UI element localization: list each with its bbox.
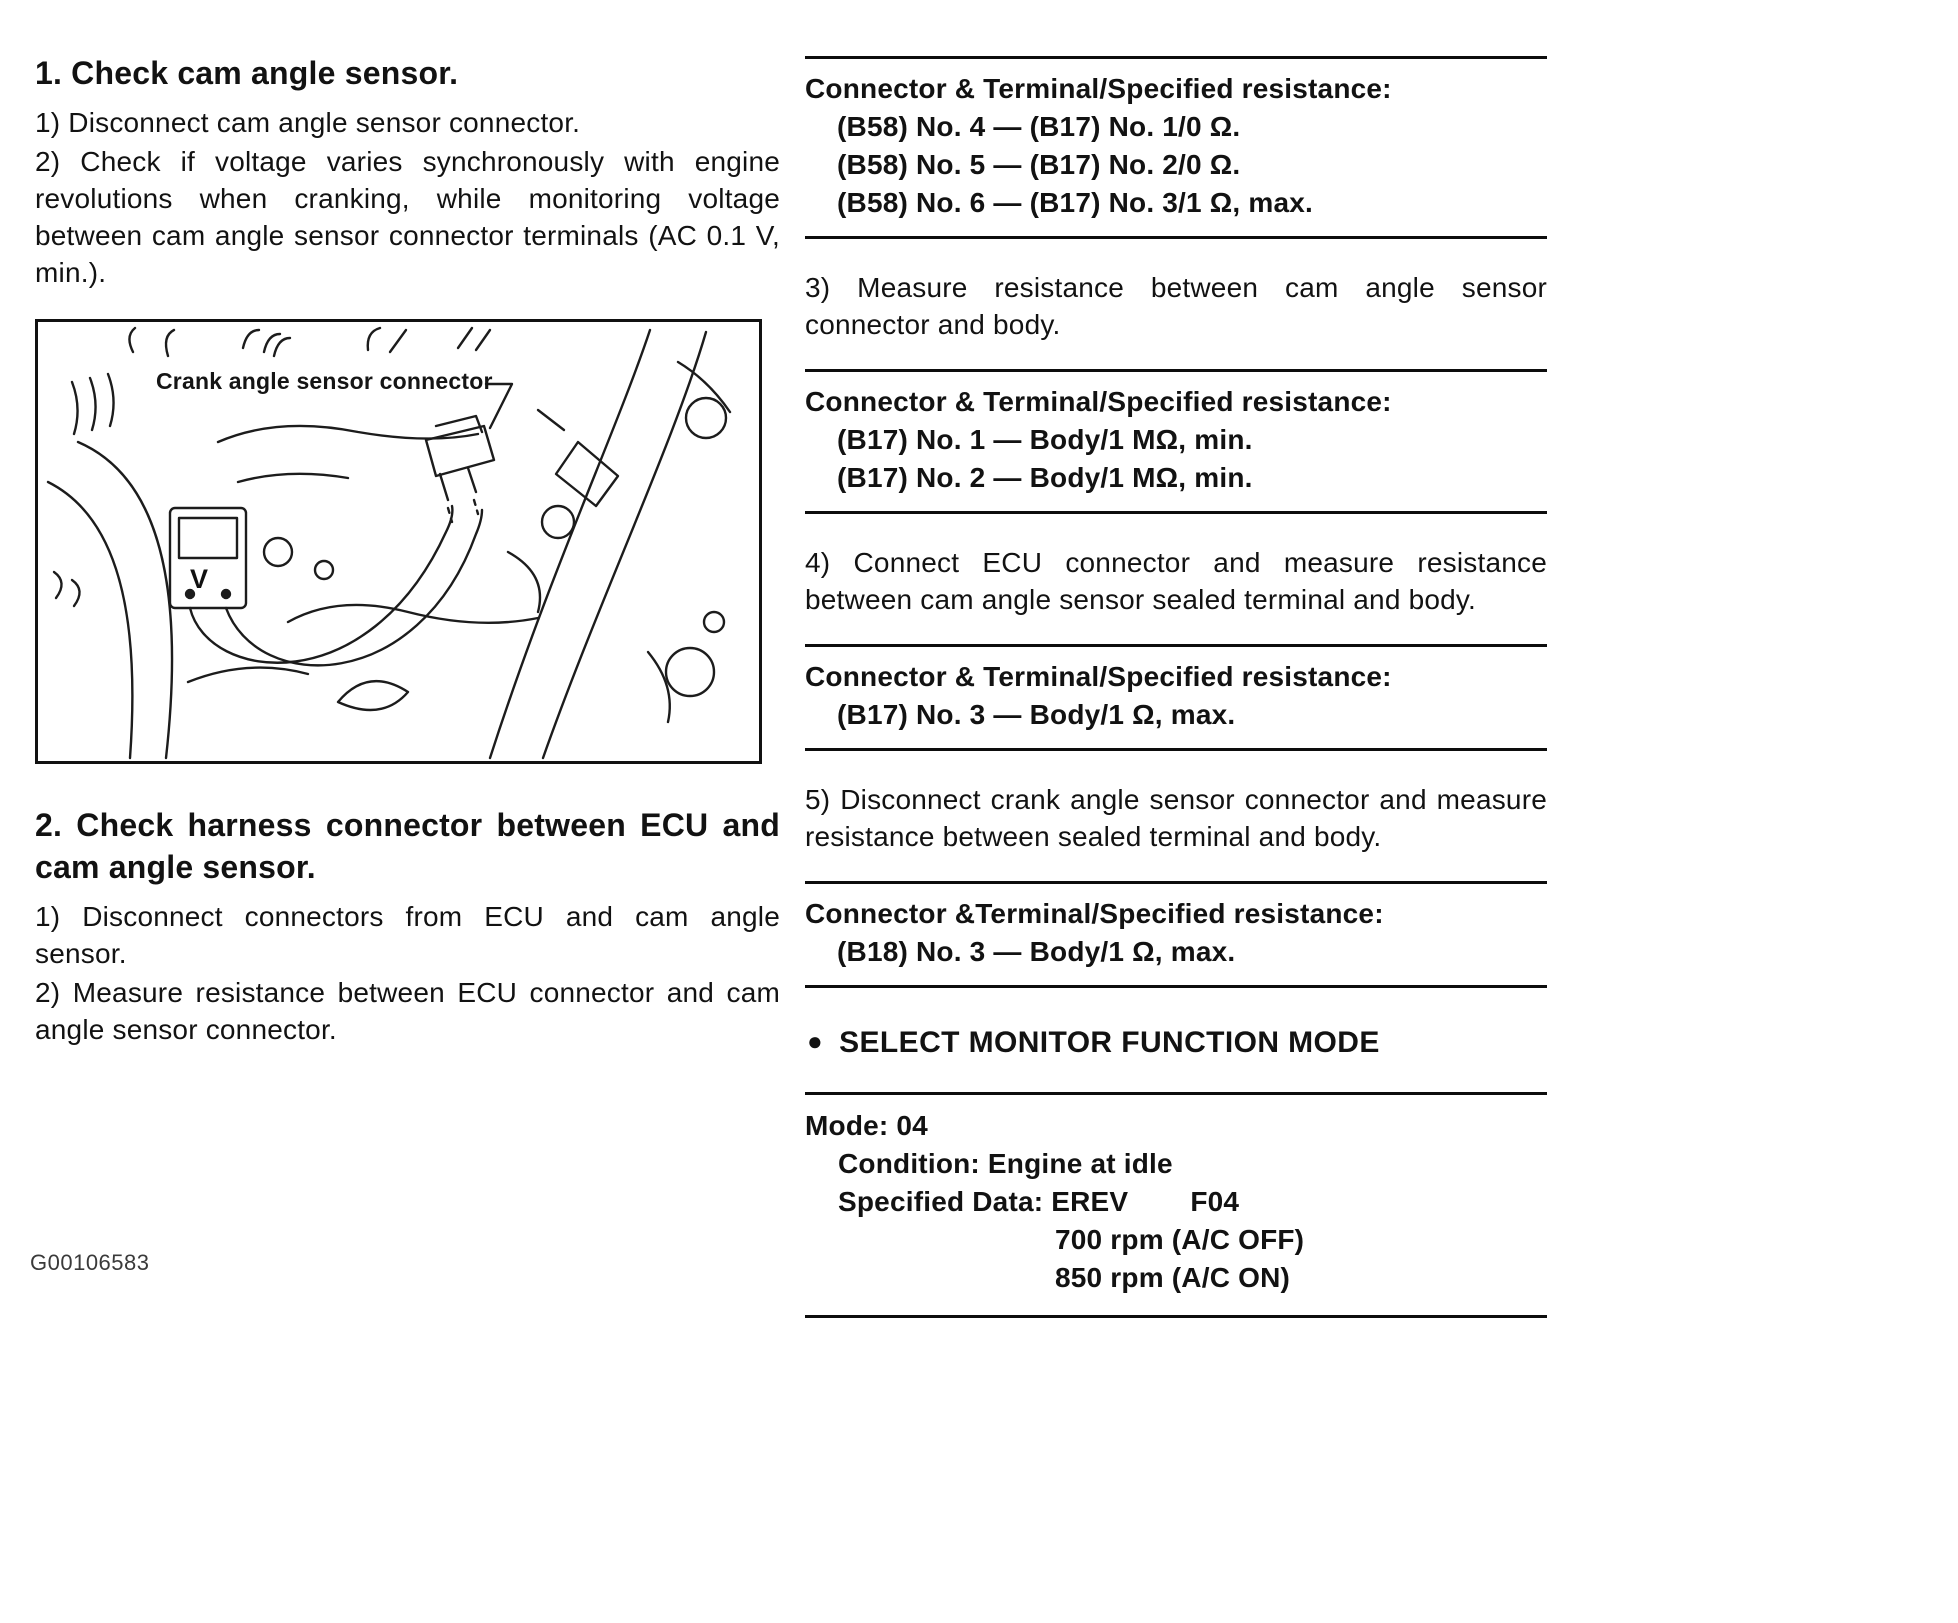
spec-box-title: Connector & Terminal/Specified resistance:	[805, 73, 1392, 104]
monitor-mode-box	[805, 1092, 1547, 1318]
step-5-paragraph: 5) Disconnect crank angle sensor connector and measure resistance between sealed terminal and body.	[805, 784, 1547, 852]
section-2-step-1: 1) Disconnect connectors from ECU and cam angle sensor.	[35, 901, 780, 969]
step-4-paragraph: 4) Connect ECU connector and measure resistance between cam angle sensor sealed terminal and body.	[805, 547, 1547, 615]
select-monitor-heading	[807, 1026, 1547, 1060]
figure-callout-crank-angle-sensor: Crank angle sensor connector	[156, 368, 493, 394]
section-1-step-2: 2) Check if voltage varies synchronously with engine revolutions when cranking, while monitoring voltage between cam angle sensor connector terminals (AC 0.1 V, min.).	[35, 146, 780, 288]
rpm-line: 700 rpm (A/C OFF)	[1055, 1224, 1305, 1255]
spec-box-title: Connector & Terminal/Specified resistance:	[805, 386, 1392, 417]
spec-line: (B17) No. 1 — Body/1 MΩ, min.	[837, 424, 1253, 455]
specified-data-label: Specified Data: EREV	[838, 1186, 1129, 1217]
spec-box-sensor-to-body	[805, 369, 1547, 514]
spec-box-crank-sealed-terminal	[805, 881, 1547, 988]
mode-line: Mode: 04	[805, 1110, 928, 1141]
spec-line: (B17) No. 2 — Body/1 MΩ, min.	[837, 462, 1253, 493]
spec-line: (B58) No. 4 — (B17) No. 1/0 Ω.	[837, 111, 1241, 142]
spec-line: (B58) No. 6 — (B17) No. 3/1 Ω, max.	[837, 187, 1314, 218]
specified-data-row	[805, 1183, 1547, 1221]
section-2-step-2: 2) Measure resistance between ECU connector and cam angle sensor connector.	[35, 977, 780, 1045]
bullet-icon: ●	[807, 1026, 824, 1056]
engine-figure	[35, 319, 762, 764]
spec-box-title: Connector & Terminal/Specified resistance:	[805, 661, 1392, 692]
spec-box-sealed-terminal	[805, 644, 1547, 751]
section-1-step-1: 1) Disconnect cam angle sensor connector.	[35, 107, 581, 138]
right-column	[805, 56, 1547, 1318]
left-column	[35, 52, 780, 1050]
spec-line: (B58) No. 5 — (B17) No. 2/0 Ω.	[837, 149, 1241, 180]
voltmeter-label: V	[190, 564, 209, 594]
select-monitor-heading-label: SELECT MONITOR FUNCTION MODE	[839, 1026, 1380, 1059]
step-3-paragraph: 3) Measure resistance between cam angle sensor connector and body.	[805, 272, 1547, 340]
spec-line: (B18) No. 3 — Body/1 Ω, max.	[837, 936, 1236, 967]
specified-data-code: F04	[1190, 1186, 1240, 1217]
figure-id-code: G00106583	[30, 1250, 150, 1275]
rpm-line: 850 rpm (A/C ON)	[1055, 1262, 1291, 1293]
spec-box-title: Connector &Terminal/Specified resistance:	[805, 898, 1384, 929]
condition-line: Condition: Engine at idle	[838, 1148, 1173, 1179]
section-1-heading: 1. Check cam angle sensor.	[35, 55, 459, 91]
spec-box-ecu-to-sensor	[805, 56, 1547, 239]
spec-line: (B17) No. 3 — Body/1 Ω, max.	[837, 699, 1236, 730]
section-2-heading: 2. Check harness connector between ECU and cam angle sensor.	[35, 807, 780, 885]
